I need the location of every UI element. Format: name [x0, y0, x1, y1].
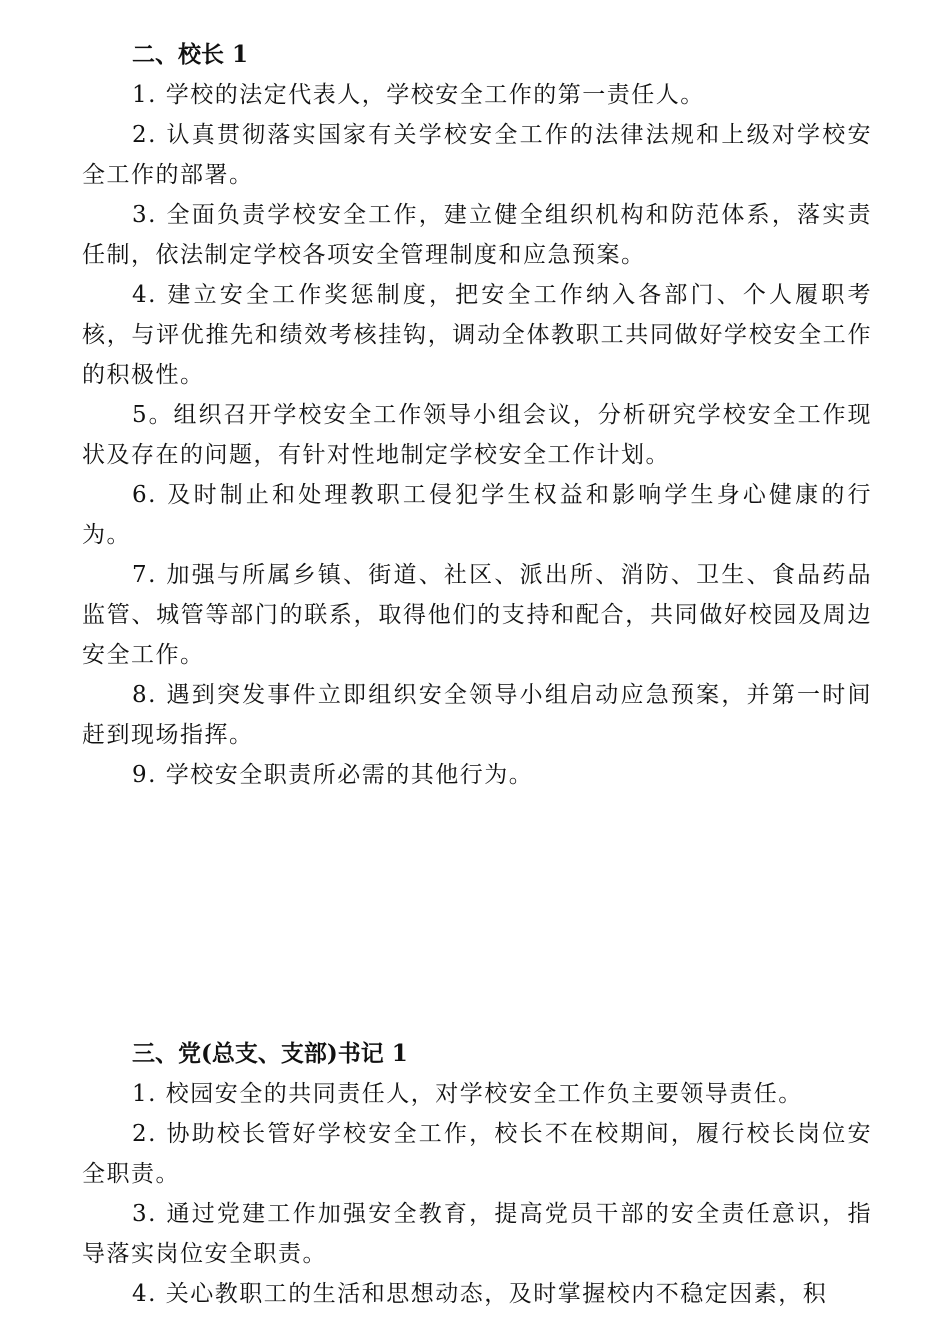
section-party-secretary	[82, 1034, 872, 1314]
document-page	[82, 0, 872, 1307]
list-item: 6. 及时制止和处理教职工侵犯学生权益和影响学生身心健康的行为。	[82, 482, 872, 548]
list-item: 1. 学校的法定代表人，学校安全工作的第一责任人。	[132, 82, 705, 108]
section-heading: 三、党(总支、支部)书记 1	[132, 1040, 408, 1067]
list-item: 2. 协助校长管好学校安全工作，校长不在校期间，履行校长岗位安全职责。	[82, 1121, 872, 1187]
list-item: 4. 建立安全工作奖惩制度，把安全工作纳入各部门、个人履职考核，与评优推先和绩效考核挂钩，调动全体教职工共同做好学校安全工作的积极性。	[82, 282, 872, 388]
section-principal	[82, 0, 872, 795]
list-item: 3. 通过党建工作加强安全教育，提高党员干部的安全责任意识，指导落实岗位安全职责。	[82, 1201, 872, 1267]
list-item: 1. 校园安全的共同责任人，对学校安全工作负主要领导责任。	[132, 1081, 803, 1107]
list-item: 8. 遇到突发事件立即组织安全领导小组启动应急预案，并第一时间赶到现场指挥。	[82, 682, 872, 748]
list-item: 5。组织召开学校安全工作领导小组会议，分析研究学校安全工作现状及存在的问题，有针对性地制定学校安全工作计划。	[82, 402, 872, 468]
list-item: 2. 认真贯彻落实国家有关学校安全工作的法律法规和上级对学校安全工作的部署。	[82, 122, 872, 188]
list-item: 7. 加强与所属乡镇、街道、社区、派出所、消防、卫生、食品药品监管、城管等部门的联系，取得他们的支持和配合，共同做好校园及周边安全工作。	[82, 562, 872, 668]
list-item: 4. 关心教职工的生活和思想动态，及时掌握校内不稳定因素，积	[132, 1281, 828, 1307]
list-item: 3. 全面负责学校安全工作，建立健全组织机构和防范体系，落实责任制，依法制定学校各项安全管理制度和应急预案。	[82, 202, 872, 268]
list-item: 9. 学校安全职责所必需的其他行为。	[132, 762, 534, 788]
section-heading: 二、校长 1	[132, 41, 249, 68]
